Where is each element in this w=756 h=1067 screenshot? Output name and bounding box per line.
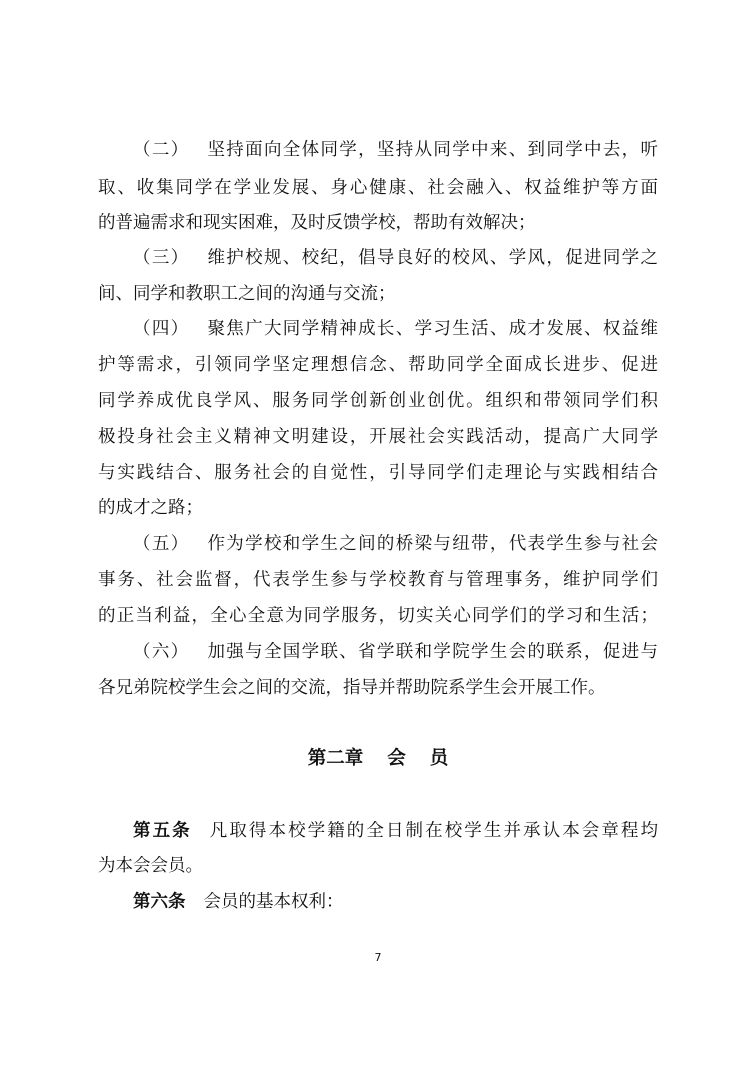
item-2-line-2: 取、收集同学在学业发展、身心健康、社会融入、权益维护等方面 (98, 178, 658, 198)
chapter-title-char-1: 会 (387, 748, 406, 769)
article-6-line-1: 第六条 会员的基本权利： (133, 892, 344, 912)
item-2-line-3: 的普遍需求和现实困难，及时反馈学校，帮助有效解决； (98, 213, 536, 233)
item-4-line-5: 与实践结合、服务社会的自觉性，引导同学们走理论与实践相结合 (98, 463, 658, 483)
chapter-heading (0, 746, 756, 772)
page-number: 7 (374, 951, 382, 964)
item-6-line-2: 各兄弟院校学生会之间的交流，指导并帮助院系学生会开展工作。 (98, 678, 606, 698)
item-5-line-2: 事务、社会监督，代表学生参与学校教育与管理事务，维护同学们 (98, 570, 658, 590)
item-5-line-3: 的正当利益，全心全意为同学服务，切实关心同学们的学习和生活； (98, 606, 658, 626)
item-4-line-2: 护等需求，引领同学坚定理想信念、帮助同学全面成长进步、促进 (98, 355, 658, 375)
item-6-line-1: （六） 加强与全国学联、省学联和学院学生会的联系，促进与 (133, 642, 659, 662)
article-5-label: 第五条 (133, 821, 192, 841)
chapter-title-char-2: 员 (429, 748, 449, 769)
item-6-label: （六） (133, 642, 190, 662)
item-4-line-6: 的成才之路； (98, 498, 203, 518)
item-3-line-1: （三） 维护校规、校纪，倡导良好的校风、学风，促进同学之 (133, 248, 659, 268)
item-4-line-1: （四） 聚焦广大同学精神成长、学习生活、成才发展、权益维 (133, 319, 659, 339)
item-4-line-3: 同学养成优良学风、服务同学创新创业创优。组织和带领同学们积 (98, 391, 658, 411)
article-5-line-2: 为本会会员。 (98, 856, 203, 876)
item-5-label: （五） (133, 534, 190, 554)
article-6-label: 第六条 (133, 892, 186, 912)
item-2-label: （二） (133, 140, 190, 160)
item-4-label: （四） (133, 319, 190, 339)
item-2-line-1: （二） 坚持面向全体同学，坚持从同学中来、到同学中去，听 (133, 140, 659, 160)
item-3-line-2: 间、同学和教职工之间的沟通与交流； (98, 284, 396, 304)
article-5-line-1: 第五条 凡取得本校学籍的全日制在校学生并承认本会章程均 (133, 821, 659, 841)
chapter-number: 第二章 (307, 748, 364, 769)
item-4-line-4: 极投身社会主义精神文明建设，开展社会实践活动，提高广大同学 (98, 427, 658, 447)
item-3-label: （三） (133, 248, 190, 268)
item-5-line-1: （五） 作为学校和学生之间的桥梁与纽带，代表学生参与社会 (133, 534, 659, 554)
